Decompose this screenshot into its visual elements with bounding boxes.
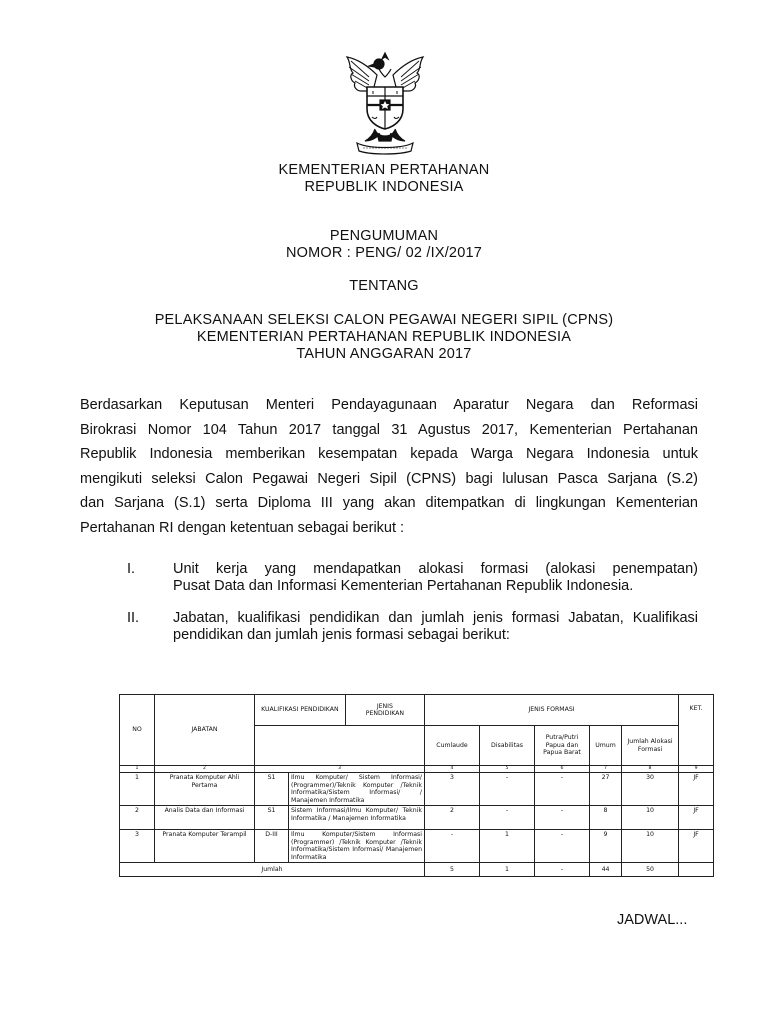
row-ket: JF	[679, 830, 714, 863]
row-kualifikasi: D-III	[255, 830, 289, 863]
row-disabilitas: -	[480, 773, 535, 806]
row-no: 2	[120, 806, 155, 830]
row-jabatan: Pranata Komputer Ahli Pertama	[155, 773, 255, 806]
row-jenis-pendidikan: Ilmu Komputer/ Sistem Informasi/ (Programmer)/Teknik Komputer /Teknik Informatika/Sistem Informasi/ / Manajemen Informatika	[289, 773, 425, 806]
row-jumlah: 10	[622, 830, 679, 863]
header-papua: Putra/Putri Papua dan Papua Barat	[535, 726, 590, 766]
row-kualifikasi: S1	[255, 773, 289, 806]
total-cumlaude: 5	[425, 863, 480, 877]
row-papua: -	[535, 806, 590, 830]
header-jenis-formasi: JENIS FORMASI	[425, 695, 679, 726]
row-jumlah: 10	[622, 806, 679, 830]
header-kualifikasi-label: KUALIFIKASI PENDIDIKAN	[255, 695, 346, 725]
row-cumlaude: 3	[425, 773, 480, 806]
row-cumlaude: 2	[425, 806, 480, 830]
row-umum: 9	[590, 830, 622, 863]
row-disabilitas: 1	[480, 830, 535, 863]
item-line: Unit kerja yang mendapatkan alokasi formasi (alokasi penempatan)	[173, 561, 698, 577]
subject-line-1: PELAKSANAAN SELEKSI CALON PEGAWAI NEGERI SIPIL (CPNS)	[154, 312, 614, 328]
total-jumlah: 50	[622, 863, 679, 877]
row-jenis-pendidikan: Ilmu Komputer/Sistem Informasi (Programmer) /Teknik Komputer /Teknik Informatika/Sistem Informasi/ Manajemen Informatika	[289, 830, 425, 863]
row-no: 1	[120, 773, 155, 806]
intro-paragraph	[80, 393, 698, 540]
item-text	[173, 610, 698, 644]
item-line: Jabatan, kualifikasi pendidikan dan jumlah jenis formasi Jabatan, Kualifikasi	[173, 610, 698, 626]
column-number: 5	[480, 766, 535, 773]
header-blank	[255, 726, 425, 766]
column-number: 9	[679, 766, 714, 773]
column-number: 4	[425, 766, 480, 773]
table-row	[120, 830, 714, 863]
column-number: 7	[590, 766, 622, 773]
item-number: I.	[127, 561, 136, 577]
row-jumlah: 30	[622, 773, 679, 806]
paragraph-line: mengikuti seleksi Calon Pegawai Negeri Sipil (CPNS) bagi lulusan Pasca Sarjana (S.2)	[80, 470, 698, 487]
paragraph-line: dan Sarjana (S.1) serta Diploma III yang akan ditempatkan di lingkungan Kementerian	[80, 495, 698, 511]
header-jenis-pendidikan: JENIS PENDIDIKAN	[365, 702, 405, 717]
subject-line-2: KEMENTERIAN PERTAHANAN REPUBLIK INDONESIA	[196, 329, 572, 345]
formasi-table	[119, 694, 714, 877]
row-cumlaude: -	[425, 830, 480, 863]
row-umum: 27	[590, 773, 622, 806]
paragraph-line: Republik Indonesia memberikan kesempatan kepada Warga Negara Indonesia untuk	[80, 446, 698, 462]
announcement-title: PENGUMUMAN	[329, 228, 439, 244]
total-label: Jumlah	[120, 863, 425, 877]
item-line: pendidikan dan jumlah jenis formasi sebagai berikut:	[173, 627, 510, 643]
header-jabatan: JABATAN	[155, 695, 255, 766]
item-line: Pusat Data dan Informasi Kementerian Pertahanan Republik Indonesia.	[173, 578, 634, 594]
total-ket	[679, 863, 714, 877]
total-umum: 44	[590, 863, 622, 877]
column-number: 6	[535, 766, 590, 773]
header-jumlah-alokasi: Jumlah Alokasi Formasi	[622, 726, 679, 766]
column-number: 2	[155, 766, 255, 773]
column-number: 3	[255, 766, 425, 773]
item-number: II.	[127, 610, 140, 626]
row-kualifikasi: S1	[255, 806, 289, 830]
column-number: 8	[622, 766, 679, 773]
announcement-number: NOMOR : PENG/ 02 /IX/2017	[286, 245, 482, 261]
total-row	[120, 863, 714, 877]
subject-line-3: TAHUN ANGGARAN 2017	[296, 346, 472, 362]
table-row	[120, 773, 714, 806]
paragraph-line: Berdasarkan Keputusan Menteri Pendayagunaan Aparatur Negara dan Reformasi	[80, 397, 698, 413]
row-no: 3	[120, 830, 155, 863]
column-number-row	[120, 766, 714, 773]
paragraph-line: Pertahanan RI dengan ketentuan sebagai berikut :	[80, 519, 405, 536]
row-jenis-pendidikan: Sistem Informasi/Ilmu Komputer/ Teknik Informatika / Manajemen Informatika	[289, 806, 425, 830]
row-jabatan: Analis Data dan Informasi	[155, 806, 255, 830]
header-umum: Umum	[590, 726, 622, 766]
header-disabilitas: Disabilitas	[480, 726, 535, 766]
table-row	[120, 806, 714, 830]
row-disabilitas: -	[480, 806, 535, 830]
row-ket: JF	[679, 806, 714, 830]
about-label: TENTANG	[349, 278, 419, 294]
total-disabilitas: 1	[480, 863, 535, 877]
total-papua: -	[535, 863, 590, 877]
column-number: 1	[120, 766, 155, 773]
header-no: NO	[120, 695, 155, 766]
header-ket: KET.	[679, 695, 714, 766]
header-kualifikasi	[255, 695, 425, 726]
row-jabatan: Pranata Komputer Terampil	[155, 830, 255, 863]
row-papua: -	[535, 773, 590, 806]
next-section-label: JADWAL...	[617, 912, 688, 928]
row-umum: 8	[590, 806, 622, 830]
item-text	[173, 561, 698, 595]
header-cumlaude: Cumlaude	[425, 726, 480, 766]
row-ket: JF	[679, 773, 714, 806]
row-papua: -	[535, 830, 590, 863]
paragraph-line: Birokrasi Nomor 104 Tahun 2017 tanggal 31 Agustus 2017, Kementerian Pertahanan	[80, 421, 698, 438]
ministry-country: REPUBLIK INDONESIA	[304, 179, 464, 195]
ministry-name: KEMENTERIAN PERTAHANAN	[278, 162, 490, 178]
garuda-emblem	[339, 47, 431, 159]
